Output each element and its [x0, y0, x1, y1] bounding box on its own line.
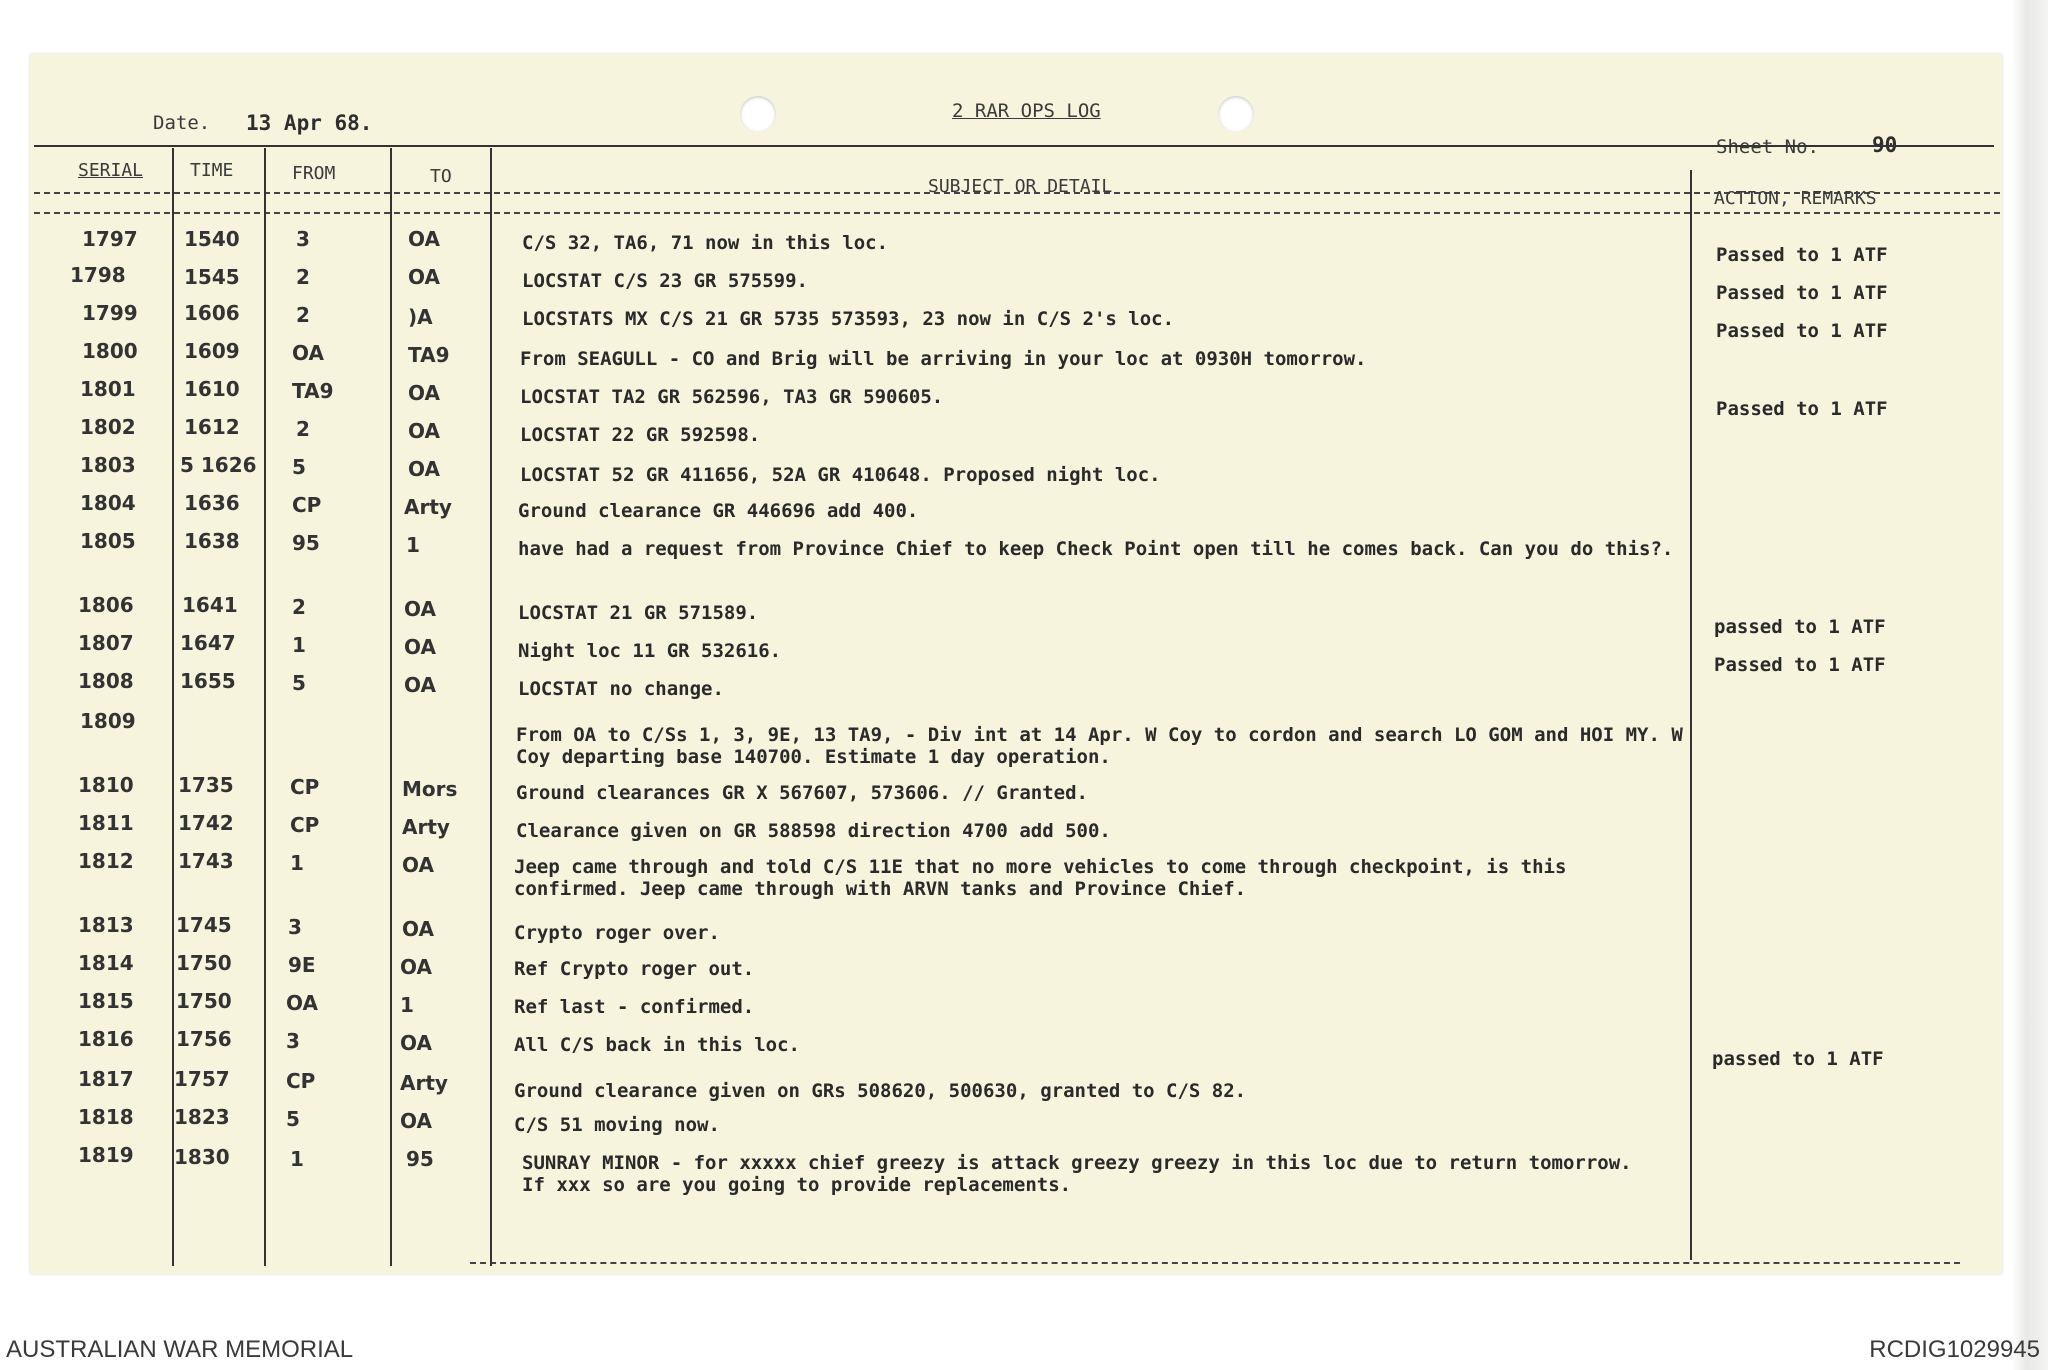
cell-serial: 1805	[80, 529, 136, 553]
column-header-detail: SUBJECT OR DETAIL	[928, 176, 1113, 197]
date-label: Date.	[153, 112, 211, 134]
cell-serial: 1813	[78, 913, 134, 937]
cell-detail: C/S 51 moving now.	[514, 1114, 720, 1136]
cell-detail: Ground clearance GR 446696 add 400.	[518, 500, 919, 522]
cell-serial: 1797	[82, 227, 138, 251]
cell-to: Arty	[402, 815, 450, 839]
cell-remark: Passed to 1 ATF	[1714, 654, 1886, 676]
cell-from: 1	[290, 851, 304, 875]
cell-to: OA	[408, 227, 440, 251]
cell-to: TA9	[408, 343, 450, 367]
archive-reference: RCDIG1029945	[1869, 1336, 2040, 1363]
cell-detail: LOCSTATS MX C/S 21 GR 5735 573593, 23 now in C/S 2's loc.	[522, 308, 1175, 330]
cell-from: 5	[286, 1107, 300, 1131]
cell-time: 1742	[178, 811, 234, 835]
cell-from: OA	[286, 991, 318, 1015]
cell-serial: 1801	[80, 377, 136, 401]
cell-detail: have had a request from Province Chief to keep Check Point open till he comes back. Can you do this?.	[518, 538, 1674, 560]
cell-detail: LOCSTAT 22 GR 592598.	[520, 424, 761, 446]
cell-serial: 1817	[78, 1067, 134, 1091]
column-header-serial: SERIAL	[78, 160, 144, 181]
cell-time: 1655	[180, 669, 236, 693]
cell-detail: From SEAGULL - CO and Brig will be arriving in your loc at 0930H tomorrow.	[520, 348, 1367, 370]
cell-detail: LOCSTAT 52 GR 411656, 52A GR 410648. Proposed night loc.	[520, 464, 1161, 486]
cell-to: OA	[404, 635, 436, 659]
cell-detail: Night loc 11 GR 532616.	[518, 640, 782, 662]
cell-detail: LOCSTAT TA2 GR 562596, TA3 GR 590605.	[520, 386, 944, 408]
cell-from: 3	[286, 1029, 300, 1053]
cell-detail: Ground clearance given on GRs 508620, 500630, granted to C/S 82.	[514, 1080, 1247, 1102]
cell-time: 1647	[180, 631, 236, 655]
cell-detail: C/S 32, TA6, 71 now in this loc.	[522, 232, 889, 254]
col-divider-from	[390, 148, 392, 1266]
cell-from: 95	[292, 531, 320, 555]
col-divider-detail	[1690, 170, 1692, 1260]
cell-time: 1609	[184, 339, 240, 363]
cell-remark: Passed to 1 ATF	[1716, 398, 1888, 420]
punch-hole-left	[740, 96, 776, 132]
cell-to: OA	[400, 1109, 432, 1133]
cell-detail: LOCSTAT no change.	[518, 678, 724, 700]
cell-to: OA	[400, 955, 432, 979]
cell-detail: LOCSTAT C/S 23 GR 575599.	[522, 270, 808, 292]
column-header-remarks: ACTION, REMARKS	[1714, 188, 1877, 209]
sheet-value: 90	[1872, 133, 1898, 157]
header-bottom-rule-2	[34, 212, 2000, 214]
cell-to: OA	[408, 381, 440, 405]
column-header-time: TIME	[190, 160, 234, 181]
scan-edge	[2012, 0, 2048, 1370]
cell-from: 2	[296, 417, 310, 441]
cell-serial: 1815	[78, 989, 134, 1013]
punch-hole-right	[1218, 96, 1254, 132]
cell-time: 1636	[184, 491, 240, 515]
cell-from: 3	[288, 915, 302, 939]
cell-from: CP	[290, 813, 320, 837]
cell-serial: 1809	[80, 709, 136, 733]
cell-from: CP	[290, 775, 320, 799]
cell-time: 1545	[184, 265, 240, 289]
cell-time: 1745	[176, 913, 232, 937]
cell-to: 95	[406, 1147, 434, 1171]
cell-detail: LOCSTAT 21 GR 571589.	[518, 602, 759, 624]
cell-serial: 1802	[80, 415, 136, 439]
cell-serial: 1814	[78, 951, 134, 975]
cell-to: 1	[406, 533, 420, 557]
cell-to: OA	[402, 917, 434, 941]
cell-to: Arty	[404, 495, 452, 519]
cell-serial: 1798	[70, 263, 126, 287]
cell-remark: Passed to 1 ATF	[1716, 282, 1888, 304]
cell-to: OA	[408, 457, 440, 481]
cell-serial: 1800	[82, 339, 138, 363]
cell-from: 2	[292, 595, 306, 619]
table-bottom-rule	[470, 1262, 1960, 1264]
column-header-from: FROM	[292, 163, 336, 184]
cell-serial: 1799	[82, 301, 138, 325]
cell-serial: 1811	[78, 811, 134, 835]
cell-time: 1735	[178, 773, 234, 797]
cell-from: 2	[296, 303, 310, 327]
cell-serial: 1810	[78, 773, 134, 797]
cell-time: 1641	[182, 593, 238, 617]
cell-detail: SUNRAY MINOR - for xxxxx chief greezy is attack greezy greezy in this loc due to return tomorrow. If xxx so are you going to provide replacements.	[522, 1152, 1632, 1196]
cell-from: 9E	[288, 953, 316, 977]
cell-from: OA	[292, 341, 324, 365]
archive-credit: AUSTRALIAN WAR MEMORIAL	[6, 1336, 354, 1363]
cell-to: OA	[404, 673, 436, 697]
column-header-to: TO	[430, 166, 452, 187]
cell-from: 1	[292, 633, 306, 657]
cell-to: Arty	[400, 1071, 448, 1095]
date-value: 13 Apr 68.	[246, 111, 373, 135]
cell-detail: Ground clearances GR X 567607, 573606. // Granted.	[516, 782, 1088, 804]
cell-serial: 1804	[80, 491, 136, 515]
cell-time: 1750	[176, 989, 232, 1013]
cell-serial: 1808	[78, 669, 134, 693]
cell-time: 1540	[184, 227, 240, 251]
cell-time: 1606	[184, 301, 240, 325]
cell-serial: 1807	[78, 631, 134, 655]
cell-detail: From OA to C/Ss 1, 3, 9E, 13 TA9, - Div int at 14 Apr. W Coy to cordon and search LO GOM and HOI MY. W Coy departing base 140700. Estimate 1 day operation.	[516, 724, 1683, 768]
cell-time: 1638	[184, 529, 240, 553]
cell-from: TA9	[292, 379, 334, 403]
cell-time: 1756	[176, 1027, 232, 1051]
cell-serial: 1803	[80, 453, 136, 477]
cell-to: 1	[400, 993, 414, 1017]
col-divider-to	[490, 148, 492, 1266]
cell-serial: 1806	[78, 593, 134, 617]
cell-remark: Passed to 1 ATF	[1716, 244, 1888, 266]
cell-from: 2	[296, 265, 310, 289]
cell-from: CP	[292, 493, 322, 517]
cell-to: OA	[408, 419, 440, 443]
cell-serial: 1816	[78, 1027, 134, 1051]
cell-detail: Clearance given on GR 588598 direction 4700 add 500.	[516, 820, 1111, 842]
cell-serial: 1818	[78, 1105, 134, 1129]
cell-time: 1743	[178, 849, 234, 873]
cell-detail: Ref last - confirmed.	[514, 996, 755, 1018]
cell-to: OA	[402, 853, 434, 877]
cell-time: 1750	[176, 951, 232, 975]
cell-remark: passed to 1 ATF	[1714, 616, 1886, 638]
cell-time: 1757	[174, 1067, 230, 1091]
cell-time: 1823	[174, 1105, 230, 1129]
cell-serial: 1812	[78, 849, 134, 873]
cell-to: )A	[408, 305, 433, 329]
cell-from: 5	[292, 455, 306, 479]
cell-from: 1	[290, 1147, 304, 1171]
cell-detail: Jeep came through and told C/S 11E that no more vehicles to come through checkpoint, is this confirmed. Jeep came through with ARVN tanks and Province Chief.	[514, 856, 1567, 900]
cell-detail: Crypto roger over.	[514, 922, 720, 944]
cell-time: 5 1626	[180, 453, 257, 477]
cell-remark: passed to 1 ATF	[1712, 1048, 1884, 1070]
cell-remark: Passed to 1 ATF	[1716, 320, 1888, 342]
cell-detail: All C/S back in this loc.	[514, 1034, 800, 1056]
sheet-label: Sheet No.	[1716, 136, 1819, 158]
cell-from: CP	[286, 1069, 316, 1093]
cell-to: OA	[400, 1031, 432, 1055]
table-top-rule	[34, 145, 1994, 147]
cell-time: 1610	[184, 377, 240, 401]
cell-from: 3	[296, 227, 310, 251]
cell-to: OA	[408, 265, 440, 289]
col-divider-time	[264, 148, 266, 1266]
cell-from: 5	[292, 671, 306, 695]
page-title: 2 RAR OPS LOG	[952, 100, 1101, 122]
cell-to: OA	[404, 597, 436, 621]
cell-time: 1830	[174, 1145, 230, 1169]
cell-time: 1612	[184, 415, 240, 439]
col-divider-serial	[172, 148, 174, 1266]
cell-to: Mors	[402, 777, 458, 801]
cell-detail: Ref Crypto roger out.	[514, 958, 755, 980]
cell-serial: 1819	[78, 1143, 134, 1167]
